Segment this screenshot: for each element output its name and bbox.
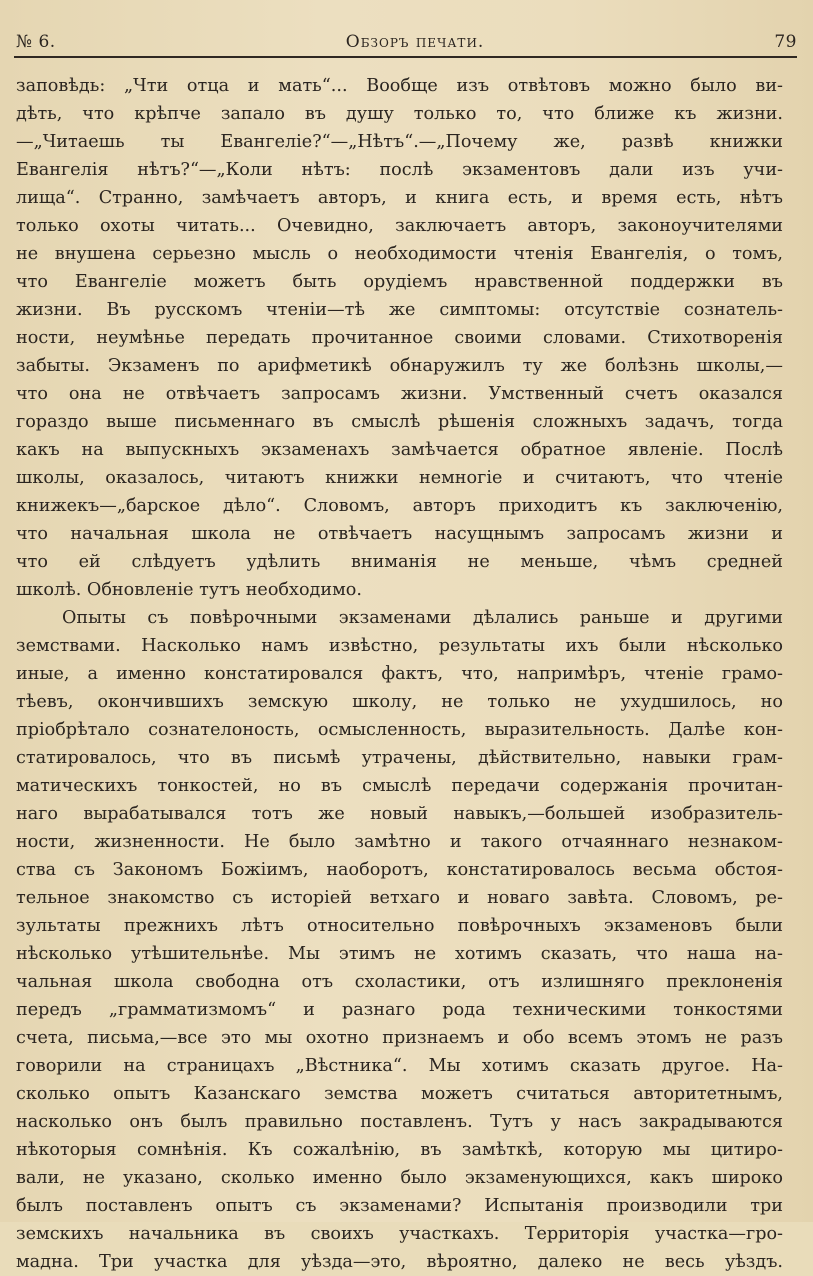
text-line: что начальная школа не отвѣчаетъ насущнымъ запросамъ жизни и [16, 524, 783, 544]
text-line: жизни. Въ русскомъ чтеніи—тѣ же симптомы: отсутствіе сознатель- [16, 300, 783, 320]
text-line: нѣкоторыя сомнѣнія. Къ сожалѣнію, въ замѣткѣ, которую мы цитиро- [16, 1140, 783, 1160]
issue-number: № 6. [16, 32, 56, 52]
text-line: гораздо выше письменнаго въ смыслѣ рѣшенія сложныхъ задачъ, тогда [16, 412, 783, 432]
text-line: что ей слѣдуетъ удѣлить вниманія не меньше, чѣмъ средней [16, 552, 783, 572]
text-line: мадна. Три участка для уѣзда—это, вѣроятно, далеко не весь уѣздъ. [16, 1252, 783, 1272]
text-line: статировалось, что въ письмѣ утрачены, дѣйствительно, навыки грам- [16, 748, 783, 768]
text-line: пріобрѣтало сознателоность, осмысленность, выразительность. Далѣе кон- [16, 720, 783, 740]
text-line: говорили на страницахъ „Вѣстника“. Мы хотимъ сказать другое. На- [16, 1056, 783, 1076]
text-line: сколько опытъ Казанскаго земства можетъ считаться авторитетнымъ, [16, 1084, 783, 1104]
page-header [16, 30, 797, 54]
text-line: дѣть, что крѣпче запало въ душу только то, что ближе къ жизни. [16, 104, 783, 124]
text-line: школы, оказалось, читаютъ книжки немногіе и считаютъ, что чтеніе [16, 468, 783, 488]
text-line: что она не отвѣчаетъ запросамъ жизни. Умственный счетъ оказался [16, 384, 783, 404]
text-line: счета, письма,—все это мы охотно признаемъ и обо всемъ этомъ не разъ [16, 1028, 783, 1048]
text-line: Евангелія нѣтъ?“—„Коли нѣтъ: послѣ экзаментовъ дали изъ учи- [16, 160, 783, 180]
text-line: школѣ. Обновленіе тутъ необходимо. [16, 580, 362, 600]
text-line: передъ „грамматизмомъ“ и разнаго рода техническими тонкостями [16, 1000, 783, 1020]
text-line: насколько онъ былъ правильно поставленъ. Тутъ у насъ закрадываются [16, 1112, 783, 1132]
text-line: былъ поставленъ опытъ съ экзаменами? Испытанія производили три [16, 1196, 783, 1216]
text-line: ства съ Закономъ Божіимъ, наоборотъ, констатировалось весьма обстоя- [16, 860, 783, 880]
text-line: земскихъ начальника въ своихъ участкахъ. Территорія участка—гро- [16, 1224, 783, 1244]
text-line: нѣсколько утѣшительнѣе. Мы этимъ не хотимъ сказать, что наша на- [16, 944, 783, 964]
text-line: не внушена серьезно мысль о необходимости чтенія Евангелія, о томъ, [16, 244, 783, 264]
text-line: тельное знакомство съ исторіей ветхаго и новаго завѣта. Словомъ, ре- [16, 888, 783, 908]
text-line: только охоты читать... Очевидно, заключаетъ авторъ, законоучителями [16, 216, 783, 236]
text-line: иные, а именно констатировался фактъ, что, напримѣръ, чтеніе грамо- [16, 664, 783, 684]
text-line: книжекъ—„барское дѣло“. Словомъ, авторъ приходитъ къ заключенію, [16, 496, 783, 516]
running-title: Обзоръ печати. [345, 32, 485, 52]
text-line: тѣевъ, окончившихъ земскую школу, не только не ухудшилось, но [16, 692, 783, 712]
text-line: ности, жизненности. Не было замѣтно и такого отчаяннаго незнаком- [16, 832, 783, 852]
text-line: что Евангеліе можетъ быть орудіемъ нравственной поддержки въ [16, 272, 783, 292]
text-line: ности, неумѣнье передать прочитанное своими словами. Стихотворенія [16, 328, 783, 348]
text-line: забыты. Экзаменъ по арифметикѣ обнаружилъ ту же болѣзнь школы,— [16, 356, 783, 376]
text-line: земствами. Насколько намъ извѣстно, результаты ихъ были нѣсколько [16, 636, 783, 656]
page-number: 79 [774, 32, 797, 52]
text-line: наго вырабатывался тотъ же новый навыкъ,—большей изобразитель- [16, 804, 783, 824]
header-rule [14, 56, 797, 58]
text-line: какъ на выпускныхъ экзаменахъ замѣчается обратное явленіе. Послѣ [16, 440, 783, 460]
body-text [16, 72, 783, 1276]
text-line: лища“. Странно, замѣчаетъ авторъ, и книга есть, и время есть, нѣтъ [16, 188, 783, 208]
text-line: чальная школа свободна отъ схоластики, отъ излишняго преклоненія [16, 972, 783, 992]
text-line: матическихъ тонкостей, но въ смыслѣ передачи содержанія прочитан- [16, 776, 783, 796]
text-line: Опыты съ повѣрочными экзаменами дѣлались раньше и другими [62, 608, 783, 628]
text-line: —„Читаешь ты Евангеліе?“—„Нѣтъ“.—„Почему же, развѣ книжки [16, 132, 783, 152]
text-line: заповѣдь: „Чти отца и мать“... Вообще изъ отвѣтовъ можно было ви- [16, 76, 783, 96]
text-line: зультаты прежнихъ лѣтъ относительно повѣрочныхъ экзаменовъ были [16, 916, 783, 936]
text-line: вали, не указано, сколько именно было экзаменующихся, какъ широко [16, 1168, 783, 1188]
